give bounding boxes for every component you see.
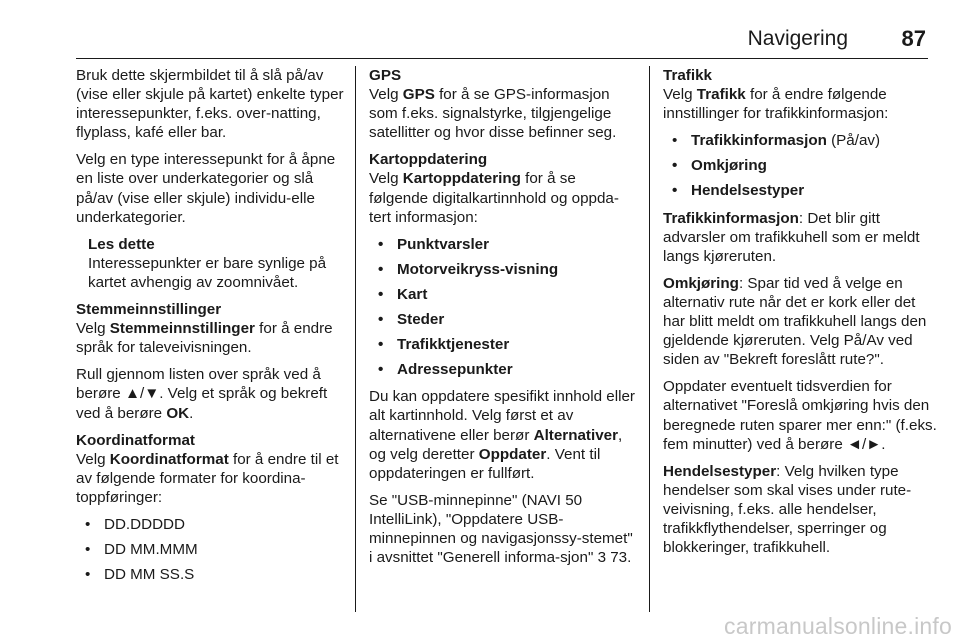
page-number: 87 — [901, 26, 926, 51]
section-heading: GPS — [369, 67, 402, 84]
paragraph — [369, 85, 637, 142]
list-item: • Hendelsestyper — [663, 181, 937, 200]
note-box — [88, 235, 350, 292]
paragraph — [369, 387, 637, 482]
format-list — [76, 515, 350, 584]
paragraph — [76, 319, 350, 357]
paragraph — [76, 365, 350, 422]
paragraph — [663, 85, 937, 123]
traffic-settings-list — [663, 131, 937, 200]
ui-label: Hendelsestyper — [663, 462, 777, 480]
text: , og velg deretter — [369, 426, 623, 463]
ui-label: Omkjøring — [663, 274, 739, 292]
ui-label: Kartoppdatering — [402, 170, 521, 188]
section-heading: Trafikk — [663, 67, 712, 84]
section-heading: Stemmeinnstillinger — [76, 301, 222, 319]
ui-label: Alternativer — [533, 426, 619, 444]
page-reference: 3 73. — [597, 549, 632, 567]
list-item: • DD.DDDDD — [76, 515, 350, 534]
list-item: • Motorveikryss-visning — [369, 260, 637, 279]
paragraph — [369, 491, 637, 567]
text: for å endre til et av følgende formater for koordina-toppføringer: — [76, 450, 339, 506]
map-content-list — [369, 235, 637, 380]
text: (På/av) — [826, 132, 881, 150]
section-heading: Kartoppdatering — [369, 151, 488, 169]
list-item: • Trafikktjenester — [369, 335, 637, 354]
text: Du kan oppdatere spesifikt innhold eller alt kartinnhold. Velg først et av alternativene eller berør — [369, 388, 635, 444]
text: Velg — [663, 86, 697, 104]
paragraph: Velg en type interessepunkt for å åpne en liste over underkategorier og slå på/av (vise eller skjule) individu-elle underkategorier. — [76, 151, 336, 226]
ui-label: Trafikk — [696, 86, 746, 104]
paragraph — [663, 462, 937, 557]
text: Se "USB-minnepinne" (NAVI 50 IntelliLink), "Oppdatere USB-minnepinnen og navigasjonssy-stemet" i avsnittet "Generell informa-sjon" — [369, 491, 633, 567]
text: Velg — [76, 450, 110, 468]
column-divider — [355, 66, 356, 612]
list-item: • Kart — [369, 285, 637, 304]
list-item: • Punktvarsler — [369, 235, 637, 254]
text: Velg — [369, 170, 403, 188]
list-item: • Adressepunkter — [369, 360, 637, 379]
ui-label: OK — [166, 404, 190, 422]
list-item — [663, 131, 937, 150]
text: for å endre språk for taleveivisningen. — [76, 320, 333, 357]
text: . — [189, 404, 194, 422]
ui-label: Trafikkinformasjon — [691, 132, 827, 150]
text: . Vent til oppdateringen er fullført. — [369, 445, 601, 482]
column-left — [76, 66, 350, 592]
note-title: Les dette — [88, 235, 155, 253]
text: : Spar tid ved å velge en alternativ rute når det er kork eller det har blitt meldt om trafikkuhell langs den gjeldende kjøreruten. Velg På/Av ved siden av "Bekreft foreslått rute?". — [663, 274, 927, 369]
paragraph — [663, 274, 937, 369]
text: Rull gjennom listen over språk ved å berøre ▲/▼. Velg et språk og bekreft ved å berøre — [76, 366, 328, 422]
text: for å se GPS-informasjon som f.eks. signalstyrke, tilgjengelige satellitter og hvor disse befinner seg. — [369, 86, 617, 142]
text: for å se følgende digitalkartinnhold og oppda-tert informasjon: — [369, 170, 619, 226]
column-middle — [369, 66, 637, 575]
ui-label: GPS — [402, 86, 435, 104]
text: Velg — [369, 86, 403, 104]
list-item: • DD MM.MMM — [76, 540, 350, 559]
text: : Det blir gitt advarsler om trafikkuhell som er meldt langs kjøreruten. — [663, 209, 920, 265]
watermark: carmanualsonline.info — [724, 613, 952, 639]
text: for å endre følgende innstillinger for trafikkinformasjon: — [663, 86, 889, 123]
paragraph — [369, 169, 637, 226]
paragraph: Oppdater eventuelt tidsverdien for alternativet "Foreslå omkjøring hvis den beregnede ruten sparer mer enn:" (f.eks. fem minutter) ved å berøre ◄/►. — [663, 378, 937, 453]
page-title: Navigering — [747, 27, 848, 50]
paragraph: Bruk dette skjermbildet til å slå på/av (vise eller skjule på kartet) enkelte typer interessepunkter, f.eks. over-natting, flyplass, kafé eller bar. — [76, 67, 344, 142]
list-item: • Steder — [369, 310, 637, 329]
text: : Velg hvilken type hendelser som skal vises under rute-veivisning, f.eks. alle hendelser, trafikkflythendelser, sperringer og blokkeringer, trafikkuhell. — [663, 462, 912, 557]
list-item: • Omkjøring — [663, 156, 937, 175]
text: Velg — [76, 320, 110, 338]
ui-label: Trafikkinformasjon — [663, 209, 799, 227]
section-heading: Koordinatformat — [76, 431, 195, 449]
paragraph — [76, 450, 350, 507]
column-right — [663, 66, 937, 565]
paragraph — [663, 209, 937, 266]
ui-label: Oppdater — [478, 445, 547, 463]
page-header — [76, 26, 928, 59]
ui-label: Koordinatformat — [109, 450, 229, 468]
list-item: • DD MM SS.S — [76, 565, 350, 584]
ui-label: Stemmeinnstillinger — [109, 320, 255, 338]
column-divider — [649, 66, 650, 612]
note-text: Interessepunkter er bare synlige på kartet avhengig av zoomnivået. — [88, 254, 327, 291]
